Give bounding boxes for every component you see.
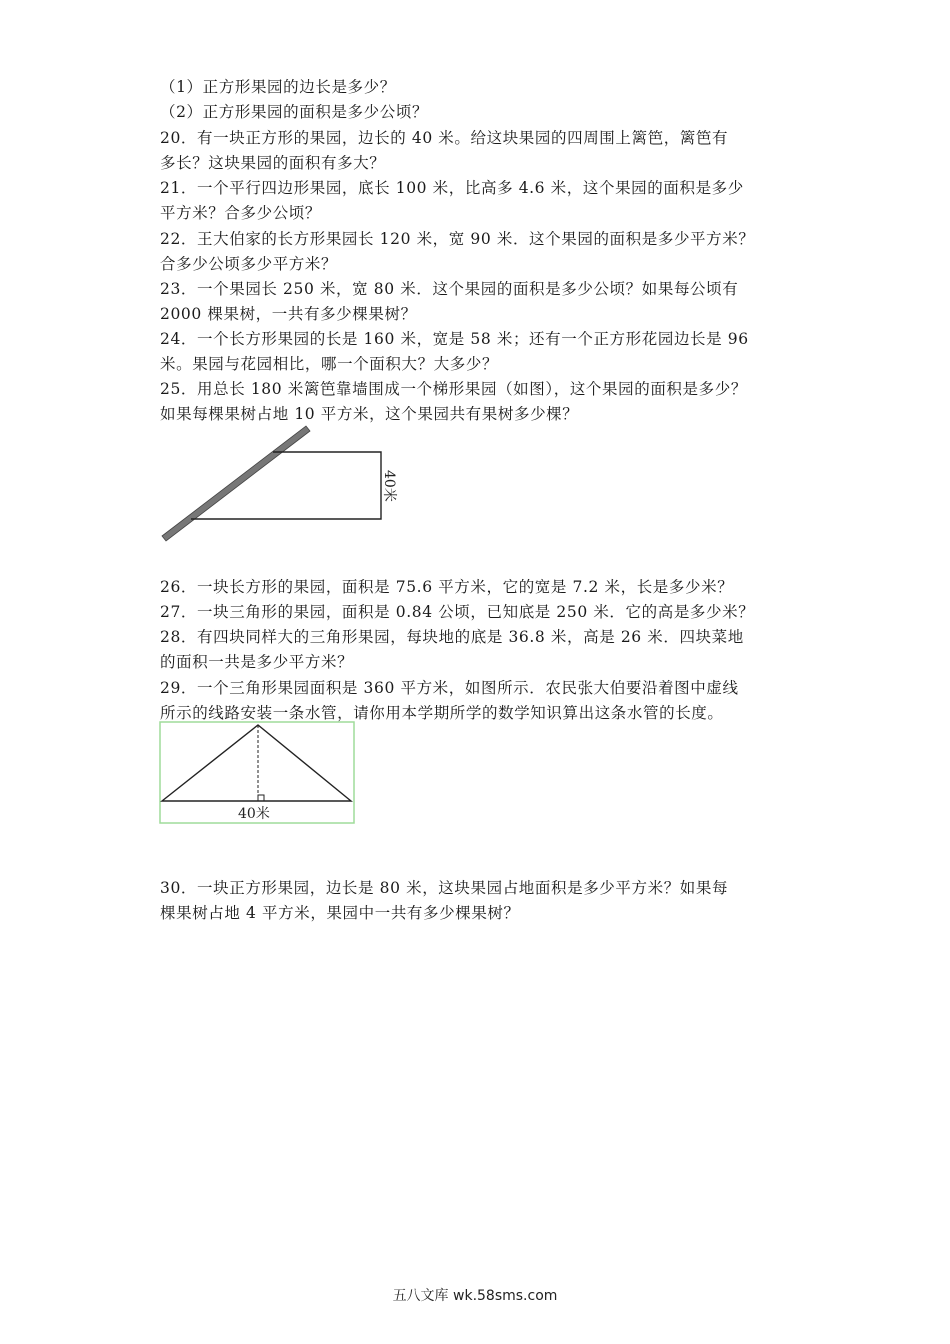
question-line: （1）正方形果园的边长是多少？ <box>160 78 396 96</box>
question-line: 的面积一共是多少平方米？ <box>160 653 354 671</box>
figure-29-triangle-diagram <box>159 721 355 824</box>
question-line: 23．一个果园长 250 米，宽 80 米．这个果园的面积是多少公顷？如果每公顷有 <box>160 280 739 298</box>
question-line: 多长？这块果园的面积有多大？ <box>160 154 386 172</box>
question-line: 21．一个平行四边形果园，底长 100 米，比高多 4.6 米，这个果园的面积是多少 <box>160 179 744 197</box>
question-line: 所示的线路安装一条水管，请你用本学期所学的数学知识算出这条水管的长度。 <box>160 704 724 722</box>
wall <box>162 426 310 541</box>
fence-outline <box>191 452 381 519</box>
question-line: 米。果园与花园相比，哪一个面积大？大多少？ <box>160 355 499 373</box>
question-line: 22．王大伯家的长方形果园长 120 米，宽 90 米．这个果园的面积是多少平方米？ <box>160 230 755 248</box>
question-line: 合多少公顷多少平方米？ <box>160 255 338 273</box>
question-line: 20．有一块正方形的果园，边长的 40 米。给这块果园的四周围上篱笆，篱笆有 <box>160 129 729 147</box>
question-line: 28．有四块同样大的三角形果园，每块地的底是 36.8 米，高是 26 米．四块菜地 <box>160 628 744 646</box>
question-line: 27．一块三角形的果园，面积是 0.84 公顷，已知底是 250 米．它的高是多少米？ <box>160 603 755 621</box>
question-line: 25．用总长 180 米篱笆靠墙围成一个梯形果园（如图），这个果园的面积是多少？ <box>160 380 747 398</box>
figure-25-label: 40米 <box>381 470 397 502</box>
question-line: 2000 棵果树，一共有多少棵果树？ <box>160 305 417 323</box>
question-line: 30．一块正方形果园，边长是 80 米，这块果园占地面积是多少平方米？如果每 <box>160 879 729 897</box>
question-line: 平方米？合多少公顷？ <box>160 204 322 222</box>
figure-25-trapezoid-diagram <box>155 418 400 550</box>
question-line: （2）正方形果园的面积是多少公顷？ <box>160 103 429 121</box>
question-line: 26．一块长方形的果园，面积是 75.6 平方米，它的宽是 7.2 米，长是多少米？ <box>160 578 734 596</box>
question-line: 29．一个三角形果园面积是 360 平方米，如图所示．农民张大伯要沿着图中虚线 <box>160 679 739 697</box>
footer-watermark: 五八文库 wk.58sms.com <box>392 1288 558 1304</box>
question-line: 棵果树占地 4 平方米，果园中一共有多少棵果树？ <box>160 904 520 922</box>
right-angle-mark <box>258 795 264 801</box>
question-line: 24．一个长方形果园的长是 160 米，宽是 58 米；还有一个正方形花园边长是 96 <box>160 330 749 348</box>
figure-29-label: 40米 <box>238 806 270 822</box>
triangle <box>162 725 351 801</box>
question-line: 如果每棵果树占地 10 平方米，这个果园共有果树多少棵？ <box>160 405 579 423</box>
